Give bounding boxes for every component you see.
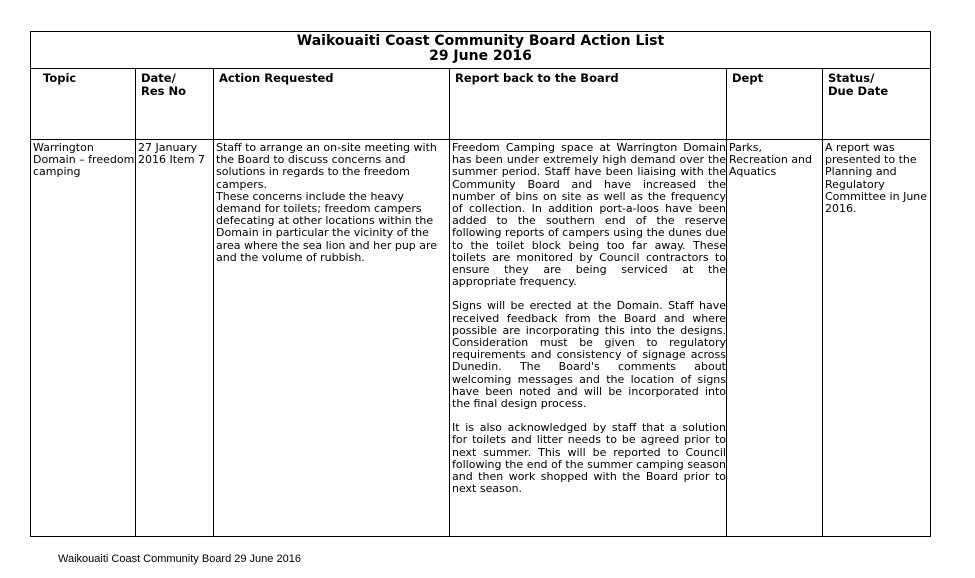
header-status-line2: Due Date [828, 84, 889, 98]
header-status [823, 69, 930, 139]
action-list-table [30, 31, 931, 537]
cell-report [450, 140, 727, 536]
column-divider [449, 69, 450, 536]
cell-topic: Warrington Domain – freedom camping [33, 141, 135, 179]
action-paragraph-1: Staff to arrange an on-site meeting with the Board to discuss concerns and solutions in regards to the freedom campers. [216, 141, 437, 191]
title-line-1: Waikouaiti Coast Community Board Action List [296, 33, 665, 49]
header-dept: Dept [732, 71, 764, 85]
cell-action [214, 140, 450, 536]
cell-dept: Parks, Recreation and Aquatics [729, 141, 813, 179]
title-line-2: 29 June 2016 [429, 48, 532, 64]
page-footer: Waikouaiti Coast Community Board 29 June 2016 [58, 553, 301, 565]
column-divider [213, 69, 214, 536]
column-divider [726, 69, 727, 536]
header-report: Report back to the Board [455, 71, 619, 85]
report-paragraph-1: Freedom Camping space at Warrington Domain has been under extremely high demand over the summer period. Staff have been liaising with the Community Board and have increased the number of bins on site as well as the frequency of collection. In addition port-a-loos have been added to the southern end of the reserve following reports of campers using the dunes due to the toilet block being too far away. These toilets are monitored by Council contractors to ensure they are being serviced at the appropriate frequency. [452, 141, 726, 289]
report-paragraph-2: Signs will be erected at the Domain. Staff have received feedback from the Board and where possible are incorporating this into the designs. Consideration must be given to regulatory requirements and consistency of signage across Dunedin. The Board's comments about welcoming messages and the location of signs have been noted and will be incorporated into the final design process. [452, 299, 726, 411]
action-paragraph-2: These concerns include the heavy demand for toilets; freedom campers defecating at other locations within the Domain in particular the vicinity of the area where the sea lion and her pup are and the volume of rubbish. [216, 189, 438, 264]
header-action: Action Requested [219, 71, 334, 85]
header-date-line1: Date/ [141, 71, 176, 85]
cell-date: 27 January 2016 Item 7 [138, 141, 206, 167]
column-divider [822, 69, 823, 536]
header-topic: Topic [43, 71, 77, 85]
report-paragraph-3: It is also acknowledged by staff that a solution for toilets and litter needs to be agreed prior to next summer. This will be reported to Council following the end of the summer camping season and then work shopped with the Board prior to next season. [452, 421, 726, 496]
header-date [136, 69, 214, 139]
table-row [31, 140, 930, 536]
header-status-line1: Status/ [828, 71, 875, 85]
header-date-line2: Res No [141, 84, 187, 98]
cell-status: A report was presented to the Planning and Regulatory Committee in June 2016. [825, 141, 928, 216]
column-divider [135, 69, 136, 536]
header-row [31, 69, 930, 140]
table-title [31, 32, 930, 69]
